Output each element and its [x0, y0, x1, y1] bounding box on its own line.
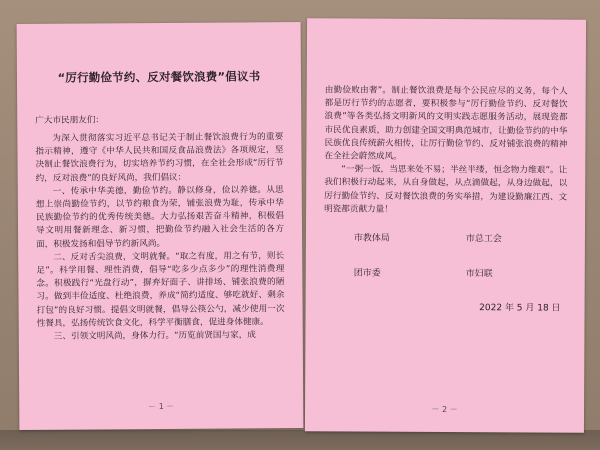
document-page-2	[305, 18, 586, 432]
paragraph-intro: 为深入贯彻落实习近平总书记关于制止餐饮浪费行为的重要指示精神，遵守《中华人民共和国反食品浪费法》各项规定，坚决制止餐饮浪费行为，切实培养节约习惯，在全社会形成“厉行节约，反对浪费”的良好风尚，我们倡议：	[35, 132, 284, 184]
paragraph-point-3-start: 三、引领文明风尚，身体力行。“历览前贤国与家，成	[53, 330, 256, 342]
paragraph-point-3-continued: 由勤俭败由奢”。制止餐饮浪费是每个公民应尽的义务，每个人都是厉行节约的志愿者，要积极参与“厉行勤俭节约、反对餐饮浪费”等各类弘扬文明新风的文明实践志愿服务活动，展现瓷都市民优良素质，助力创建全国文明典范城市，让勤俭节约的中华民族优良传统薪火相传，让厉行勤俭节约、反对铺张浪费的精神在全社会蔚然成风。	[324, 85, 568, 162]
page-2-body	[324, 84, 568, 217]
page-number: － 2 －	[431, 404, 458, 415]
signatory-trade-union: 市总工会	[465, 234, 502, 245]
signatory-youth-league: 团市委	[353, 268, 381, 279]
document-page-1	[17, 22, 304, 430]
signatory-womens-federation: 市妇联	[465, 269, 493, 280]
salutation: 广大市民朋友们：	[35, 115, 105, 126]
paragraph-closing: “一粥一饭，当思来处不易；半丝半缕，恒念物力维艰”。让我们积极行动起来，从自身做起，从点滴做起，从身边做起，以厉行勤俭节约、反对餐饮浪费的务实举措，为建设勤廉江西、文明瓷都贡献力量！	[324, 164, 568, 215]
paragraph-point-2: 二、反对舌尖浪费，文明就餐。“取之有度，用之有节，则长足”。科学用餐、理性消费，倡导“吃多少点多少”的理性消费理念。积极践行“光盘行动”，摒弃好面子、讲排场、铺张浪费的陋习。做到丰俭适度、杜绝浪费，养成“简约适度、够吃就好、剩余打包”的良好习惯。提倡文明就餐，倡导公筷公勺，减少使用一次性餐具，弘扬传统饮食文化，科学平衡膳食，促进身体健康。	[36, 250, 285, 329]
document-title: “厉行勤俭节约、反对餐饮浪费”倡议书	[57, 69, 261, 85]
page-1-body	[35, 131, 284, 344]
document-date: 2022 年 5 月 18 日	[479, 303, 561, 314]
paragraph-point-1: 一、传承中华美德，勤俭节约。静以修身，俭以养德。从思想上崇尚勤俭节约，以节约粮食为荣，铺张浪费为耻，传承中华民族勤俭节约的优秀传统美德。大力弘扬艰苦奋斗精神，积极倡导文明用餐新理念、新习惯，把勤俭节约融入社会生活的各方面，积极发扬和倡导节约新风尚。	[35, 184, 285, 250]
signatory-education-sports-bureau: 市教体局	[353, 233, 390, 244]
page-number: － 1 －	[148, 401, 175, 412]
table-edge	[0, 430, 600, 450]
